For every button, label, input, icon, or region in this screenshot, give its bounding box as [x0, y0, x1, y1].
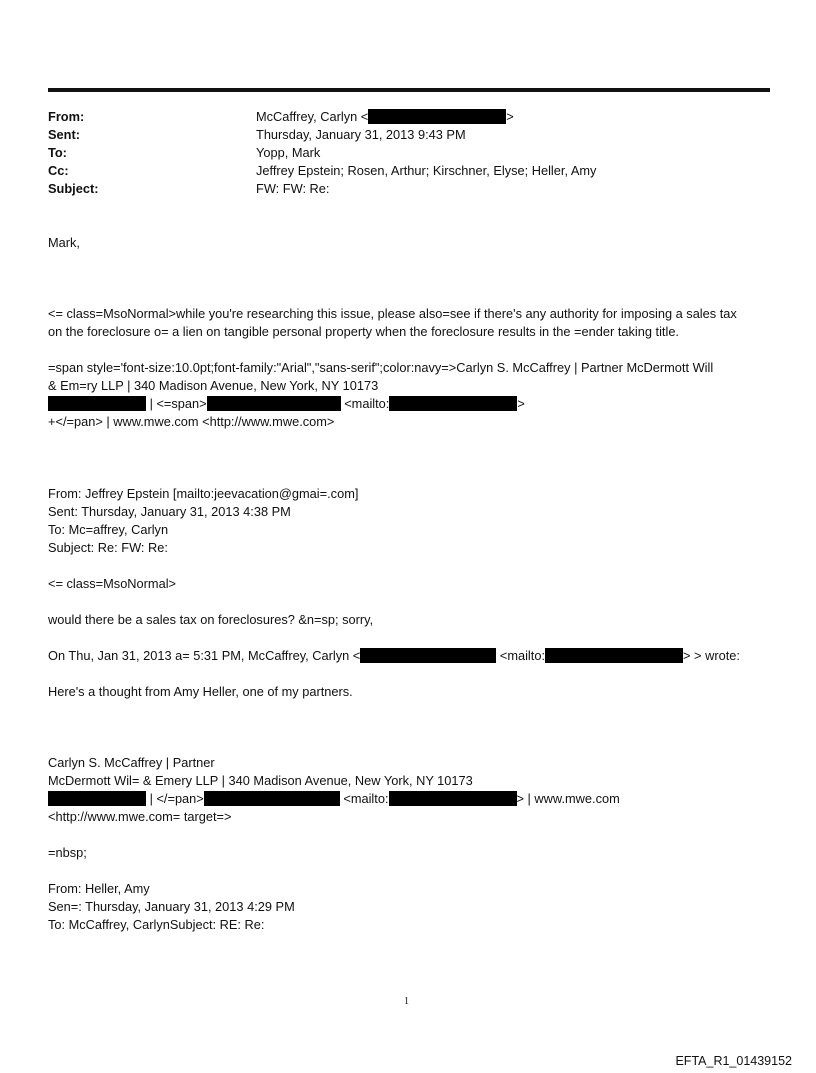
body-paragraph-line: <= class=MsoNormal>while you're researching this issue, please also=see if there's any authority for imposing a sales tax	[48, 306, 737, 321]
html-fragment: <= class=MsoNormal>	[48, 576, 177, 591]
redaction-box	[48, 791, 146, 806]
quoted-intro-text: On Thu, Jan 31, 2013 a= 5:31 PM, McCaffrey, Carlyn <	[48, 648, 361, 663]
from-value	[256, 108, 514, 126]
from-tail: >	[506, 109, 514, 124]
redaction-box	[360, 648, 496, 663]
redaction-box	[48, 396, 146, 411]
forward-sent: Sent: Thursday, January 31, 2013 4:38 PM	[48, 504, 291, 519]
signature-line: Carlyn S. McCaffrey | Partner	[48, 755, 215, 770]
redaction-box	[389, 396, 517, 411]
signature-fragment: > | www.mwe.com	[516, 791, 620, 806]
subject-label: Subject:	[48, 181, 99, 196]
forward-subject: Subject: Re: FW: Re:	[48, 540, 168, 555]
signature-line	[48, 395, 525, 413]
quoted-intro-text: <mailto:	[499, 648, 546, 663]
signature-fragment: <mailto:	[343, 791, 389, 806]
signature-line: +</=pan> | www.mwe.com <http://www.mwe.com>	[48, 414, 335, 429]
forward-sent: Sen=: Thursday, January 31, 2013 4:29 PM	[48, 899, 295, 914]
nbsp-fragment: =nbsp;	[48, 845, 87, 860]
from-label: From:	[48, 109, 85, 124]
cc-value: Jeffrey Epstein; Rosen, Arthur; Kirschner, Elyse; Heller, Amy	[256, 163, 597, 178]
forward-to: To: McCaffrey, CarlynSubject: RE: Re:	[48, 917, 265, 932]
signature-fragment: | <=span>	[149, 396, 207, 411]
signature-fragment: >	[517, 396, 525, 411]
signature-fragment: | </=pan>	[149, 791, 204, 806]
redaction-box	[368, 109, 506, 124]
signature-fragment: <mailto:	[344, 396, 390, 411]
body-paragraph-line: on the foreclosure o= a lien on tangible personal property when the foreclosure results in the =ender taking title.	[48, 324, 679, 339]
quoted-intro	[48, 647, 740, 665]
header-rule	[48, 88, 770, 92]
page-number: 1	[404, 996, 409, 1007]
signature-line: =span style='font-size:10.0pt;font-family:"Arial","sans-serif";color:navy=>Carlyn S. McCaffrey | Partner McDermott Will	[48, 360, 714, 375]
question-line: would there be a sales tax on foreclosures? &n=sp; sorry,	[48, 612, 374, 627]
signature-line: McDermott Wil= & Emery LLP | 340 Madison Avenue, New York, NY 10173	[48, 773, 473, 788]
to-label: To:	[48, 145, 67, 160]
subject-value: FW: FW: Re:	[256, 181, 330, 196]
bates-number: EFTA_R1_01439152	[675, 1054, 792, 1068]
cc-label: Cc:	[48, 163, 69, 178]
signature-line: & Em=ry LLP | 340 Madison Avenue, New York, NY 10173	[48, 378, 379, 393]
thought-line: Here's a thought from Amy Heller, one of my partners.	[48, 684, 353, 699]
to-value: Yopp, Mark	[256, 145, 321, 160]
sent-value: Thursday, January 31, 2013 9:43 PM	[256, 127, 466, 142]
forward-from: From: Heller, Amy	[48, 881, 150, 896]
greeting: Mark,	[48, 235, 80, 250]
redaction-box	[204, 791, 340, 806]
quoted-intro-text: > > wrote:	[683, 648, 740, 663]
forward-to: To: Mc=affrey, Carlyn	[48, 522, 169, 537]
signature-line	[48, 790, 620, 808]
forward-from: From: Jeffrey Epstein [mailto:jeevacation@gmai=.com]	[48, 486, 359, 501]
redaction-box	[545, 648, 683, 663]
signature-line: <http://www.mwe.com= target=>	[48, 809, 232, 824]
sent-label: Sent:	[48, 127, 80, 142]
from-name: McCaffrey, Carlyn <	[256, 109, 369, 124]
redaction-box	[389, 791, 517, 806]
redaction-box	[207, 396, 341, 411]
